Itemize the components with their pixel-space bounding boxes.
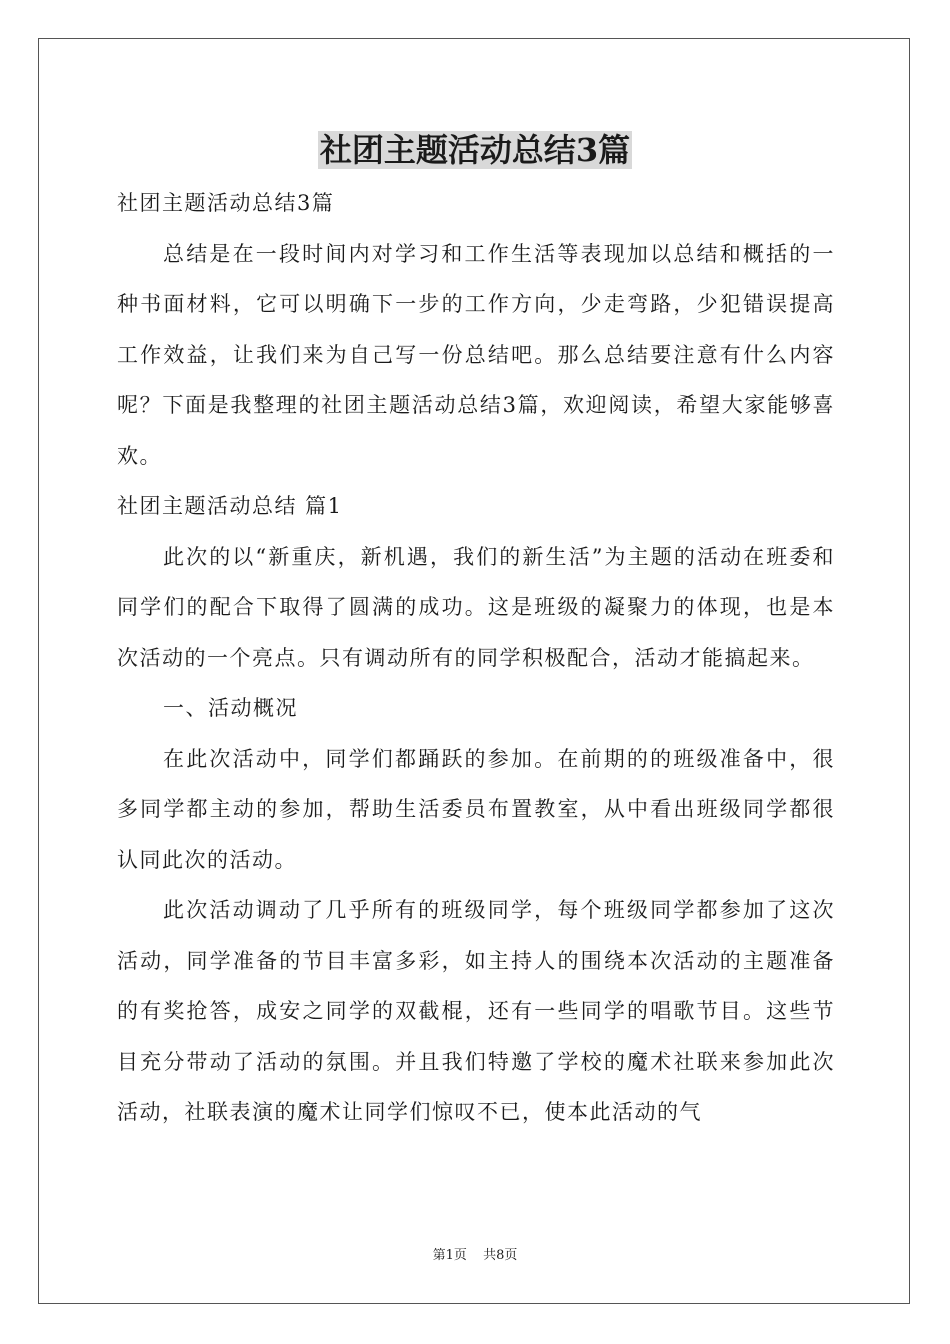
- body-paragraph: 在此次活动中，同学们都踊跃的参加。在前期的的班级准备中，很多同学都主动的参加，帮助生活委员布置教室，从中看出班级同学都很认同此次的活动。: [117, 746, 835, 872]
- body-paragraph: 此次的以“新重庆，新机遇，我们的新生活”为主题的活动在班委和同学们的配合下取得了圆满的成功。这是班级的凝聚力的体现，也是本次活动的一个亮点。只有调动所有的同学积极配合，活动才能搞起来。: [117, 544, 835, 670]
- page-total: 共8页: [483, 1248, 518, 1263]
- intro-paragraph: 总结是在一段时间内对学习和工作生活等表现加以总结和概括的一种书面材料，它可以明确下一步的工作方向，少走弯路，少犯错误提高工作效益，让我们来为自己写一份总结吧。那么总结要注意有什么内容呢？下面是我整理的社团主题活动总结3篇，欢迎阅读，希望大家能够喜欢。: [117, 241, 835, 468]
- page-footer: [0, 1247, 950, 1265]
- body-paragraph: 此次活动调动了几乎所有的班级同学，每个班级同学都参加了这次活动，同学准备的节目丰富多彩，如主持人的围绕本次活动的主题准备的有奖抢答，成安之同学的双截棍，还有一些同学的唱歌节目。这些节目充分带动了活动的氛围。并且我们特邀了学校的魔术社联来参加此次活动，社联表演的魔术让同学们惊叹不已，使本此活动的气: [117, 898, 835, 1124]
- document-title: [0, 128, 950, 172]
- page-number: 第1页: [432, 1248, 467, 1263]
- subsection-heading: 一、活动概况: [163, 696, 298, 720]
- document-title-text: 社团主题活动总结3篇: [319, 131, 631, 169]
- document-body: [117, 178, 835, 1138]
- subtitle-line: 社团主题活动总结3篇: [117, 191, 335, 215]
- section-heading-part1: 社团主题活动总结 篇1: [117, 494, 343, 518]
